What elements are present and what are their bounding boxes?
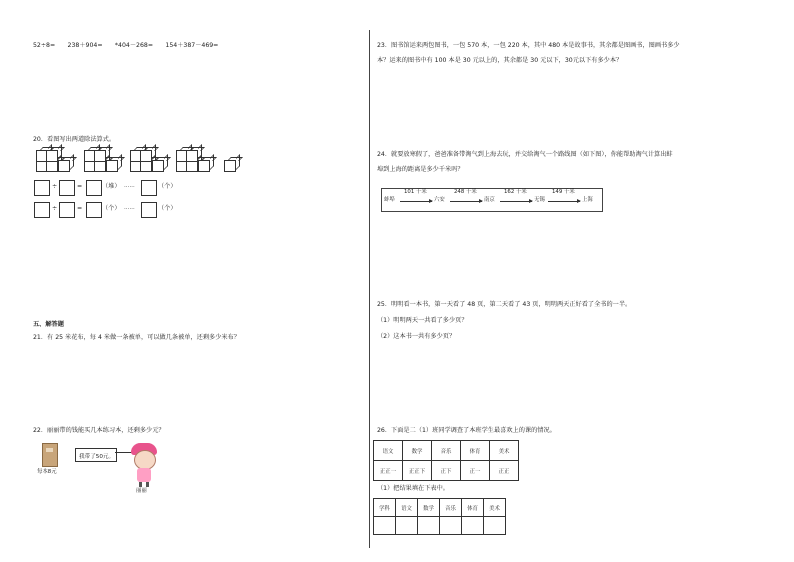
route-arrow xyxy=(400,201,432,202)
table-header: 音乐 xyxy=(440,499,462,517)
unit-label: （个） xyxy=(158,205,177,212)
q25-text: 25．明明看一本书，第一天看了 48 页，第二天看了 43 页，明明两天正好看了全书的一半。 xyxy=(377,301,632,308)
q22-text: 22．丽丽带的钱能买几本练习本，还剩多少元？ xyxy=(33,427,165,434)
route-stop: 蚌埠 xyxy=(384,197,395,203)
answer-box[interactable] xyxy=(59,202,75,218)
tally-cell: 正下 xyxy=(432,461,461,481)
table-header: 数学 xyxy=(403,441,432,461)
tally-table xyxy=(373,440,519,481)
table-header: 语文 xyxy=(396,499,418,517)
result-cell[interactable] xyxy=(396,517,418,535)
q26-text: 26．下面是二（1）班同学调查了本班学生最喜欢上的课的情况。 xyxy=(377,427,556,434)
ellipsis: …… xyxy=(124,205,135,211)
result-table xyxy=(373,498,506,535)
unit-label: （堆） xyxy=(102,183,121,190)
result-cell[interactable] xyxy=(462,517,484,535)
arithmetic-line: 52÷8= 238＋904= *404－268= 154＋387－469= xyxy=(33,42,219,49)
q21-text: 21．有 25 米花布，每 4 米做一条被单，可以做几条被单，还剩多少米布？ xyxy=(33,334,240,341)
result-cell[interactable] xyxy=(440,517,462,535)
route-stop: 六安 xyxy=(434,197,445,203)
answer-box[interactable] xyxy=(86,180,102,196)
q25-sub1: （1）明明两天一共看了多少页？ xyxy=(377,317,468,324)
table-header: 美术 xyxy=(490,441,519,461)
op-sign: ÷ xyxy=(52,183,58,190)
q24-line2: 埠到上海的距离是多少千米吗？ xyxy=(377,166,464,173)
speech-text: 我带了50元。 xyxy=(79,454,115,460)
route-arrow xyxy=(548,201,580,202)
q25-sub2: （2）这本书一共有多少页？ xyxy=(377,333,456,340)
column-divider xyxy=(369,30,370,548)
unit-label: （个） xyxy=(158,183,177,190)
q23-line2: 本？运来的图书中有 100 本是 30 元以上的，其余都是 30 元以下，30元以下有多少本？ xyxy=(377,57,623,64)
answer-box[interactable] xyxy=(141,180,157,196)
op-sign: ÷ xyxy=(52,205,58,212)
route-arrow xyxy=(450,201,482,202)
q23-line1: 23．图书馆运来两包图书，一包 570 本，一包 220 本，其中 480 本是故事书，其余都是图画书，图画书多少 xyxy=(377,42,680,49)
q20-title: 20．看图写出两道除法算式。 xyxy=(33,136,116,143)
table-header: 数学 xyxy=(418,499,440,517)
table-header: 学科 xyxy=(374,499,396,517)
girl-leg xyxy=(139,482,142,487)
girl-name: 丽丽 xyxy=(136,488,147,494)
girl-leg xyxy=(146,482,149,487)
result-cell[interactable] xyxy=(418,517,440,535)
result-cell[interactable] xyxy=(374,517,396,535)
route-diagram xyxy=(381,188,603,212)
table-header: 体育 xyxy=(461,441,490,461)
equals-sign: = xyxy=(77,183,83,190)
answer-box[interactable] xyxy=(59,180,75,196)
section-heading: 五、解答题 xyxy=(33,321,64,328)
girl-head xyxy=(134,450,156,470)
ellipsis: …… xyxy=(124,183,135,189)
table-header: 体育 xyxy=(462,499,484,517)
answer-box[interactable] xyxy=(34,180,50,196)
girl-body xyxy=(137,468,151,482)
route-distance: 162 千米 xyxy=(504,189,527,195)
notebook-image xyxy=(42,443,58,467)
tally-cell: 正正 xyxy=(490,461,519,481)
table-header: 音乐 xyxy=(432,441,461,461)
result-cell[interactable] xyxy=(484,517,506,535)
table-header: 语文 xyxy=(374,441,403,461)
route-distance: 248 千米 xyxy=(454,189,477,195)
answer-box[interactable] xyxy=(141,202,157,218)
route-arrow xyxy=(500,201,532,202)
tally-cell: 正正下 xyxy=(403,461,432,481)
equals-sign: = xyxy=(77,205,83,212)
tally-cell: 正正一 xyxy=(374,461,403,481)
q24-line1: 24．就要放寒假了，爸爸准备带淘气到上海去玩，并交给淘气一个路线图（如下图），你能帮助淘气计算出蚌 xyxy=(377,151,673,158)
route-stop: 南京 xyxy=(484,197,495,203)
table-header: 美术 xyxy=(484,499,506,517)
notebook-price: 每本8元 xyxy=(37,469,57,475)
speech-bubble xyxy=(75,448,117,462)
route-distance: 101 千米 xyxy=(404,189,427,195)
route-distance: 149 千米 xyxy=(552,189,575,195)
tally-cell: 正一 xyxy=(461,461,490,481)
answer-box[interactable] xyxy=(86,202,102,218)
route-stop: 上海 xyxy=(582,197,593,203)
unit-label: （个） xyxy=(102,205,121,212)
answer-box[interactable] xyxy=(34,202,50,218)
route-stop: 无锡 xyxy=(534,197,545,203)
q26-sub1: （1）把结果填在下表中。 xyxy=(377,485,449,492)
